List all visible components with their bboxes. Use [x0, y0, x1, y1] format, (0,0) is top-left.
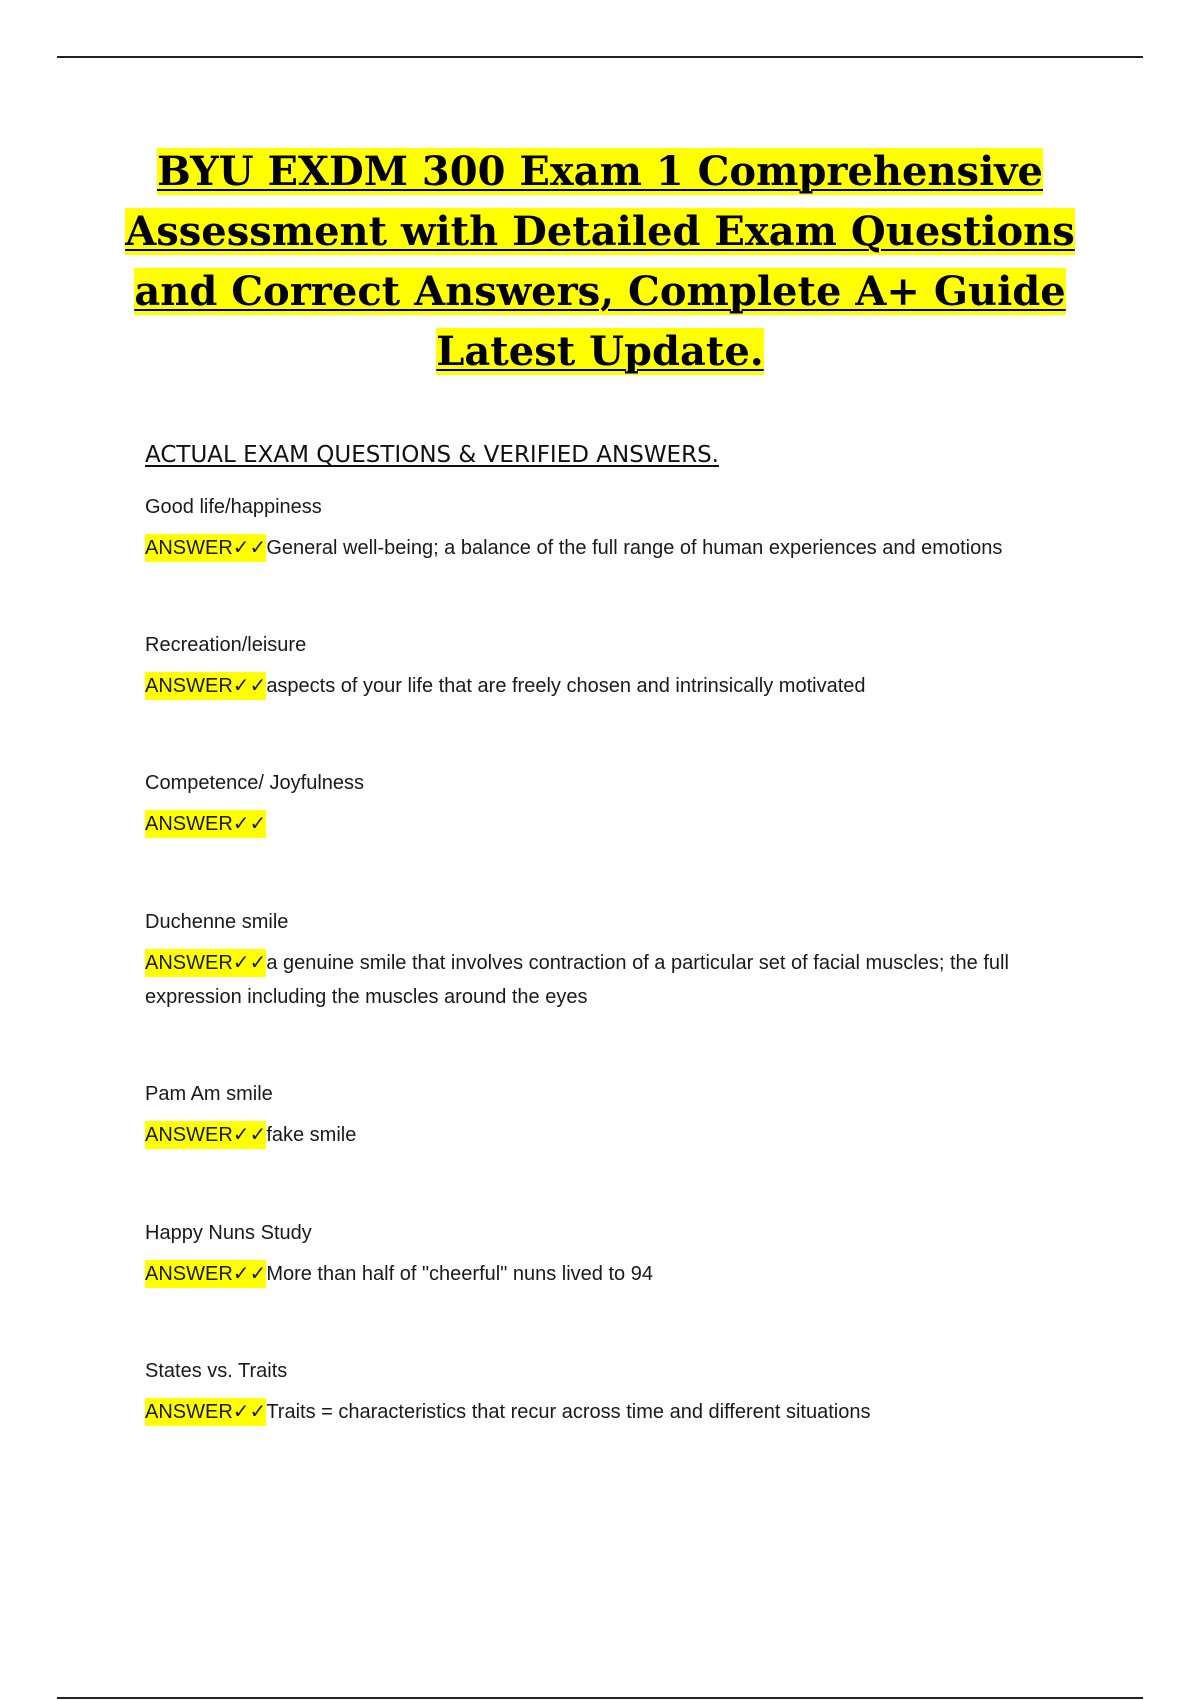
- answer-label: ANSWER✓✓: [145, 534, 266, 562]
- document-title: [100, 142, 1100, 382]
- qa-item: [145, 632, 1095, 703]
- answer-line: [145, 946, 1095, 1014]
- answer-label: ANSWER✓✓: [145, 949, 266, 977]
- qa-item: [145, 770, 1095, 841]
- question-text: Pam Am smile: [145, 1083, 273, 1105]
- bottom-divider: [57, 1697, 1143, 1699]
- answer-line: [145, 531, 1095, 565]
- answer-line: [145, 1257, 1095, 1291]
- answer-label: ANSWER✓✓: [145, 1398, 266, 1426]
- qa-item: [145, 1220, 1095, 1291]
- answer-label: ANSWER✓✓: [145, 1260, 266, 1288]
- qa-item: [145, 494, 1095, 565]
- answer-text: General well-being; a balance of the full range of human experiences and emotions: [266, 537, 1003, 559]
- question-text: States vs. Traits: [145, 1360, 288, 1382]
- qa-item: [145, 909, 1095, 1014]
- answer-text: Traits = characteristics that recur across time and different situations: [266, 1401, 871, 1423]
- qa-item: [145, 1358, 1095, 1429]
- top-divider: [57, 56, 1143, 58]
- question-text: Recreation/leisure: [145, 634, 307, 656]
- question-text: Happy Nuns Study: [145, 1222, 312, 1244]
- answer-label: ANSWER✓✓: [145, 810, 266, 838]
- document-title-text: BYU EXDM 300 Exam 1 Comprehensive Assessment with Detailed Exam Questions and Correct Answers, Complete A+ Guide Latest Update.: [125, 148, 1075, 375]
- answer-label: ANSWER✓✓: [145, 1121, 266, 1149]
- answer-line: [145, 669, 1095, 703]
- qa-item: [145, 1081, 1095, 1152]
- answer-text: fake smile: [266, 1124, 357, 1146]
- question-text: Competence/ Joyfulness: [145, 772, 365, 794]
- section-heading: ACTUAL EXAM QUESTIONS & VERIFIED ANSWERS.: [145, 442, 719, 468]
- answer-line: [145, 1395, 1095, 1429]
- answer-line: [145, 1118, 1095, 1152]
- answer-label: ANSWER✓✓: [145, 672, 266, 700]
- answer-text: More than half of "cheerful" nuns lived to 94: [266, 1263, 653, 1285]
- answer-line: [145, 807, 1095, 841]
- question-text: Good life/happiness: [145, 496, 322, 518]
- answer-text: aspects of your life that are freely chosen and intrinsically motivated: [266, 675, 866, 697]
- question-text: Duchenne smile: [145, 911, 289, 933]
- answer-text: a genuine smile that involves contraction of a particular set of facial muscles; the full expression including the muscles around the eyes: [145, 952, 1009, 1008]
